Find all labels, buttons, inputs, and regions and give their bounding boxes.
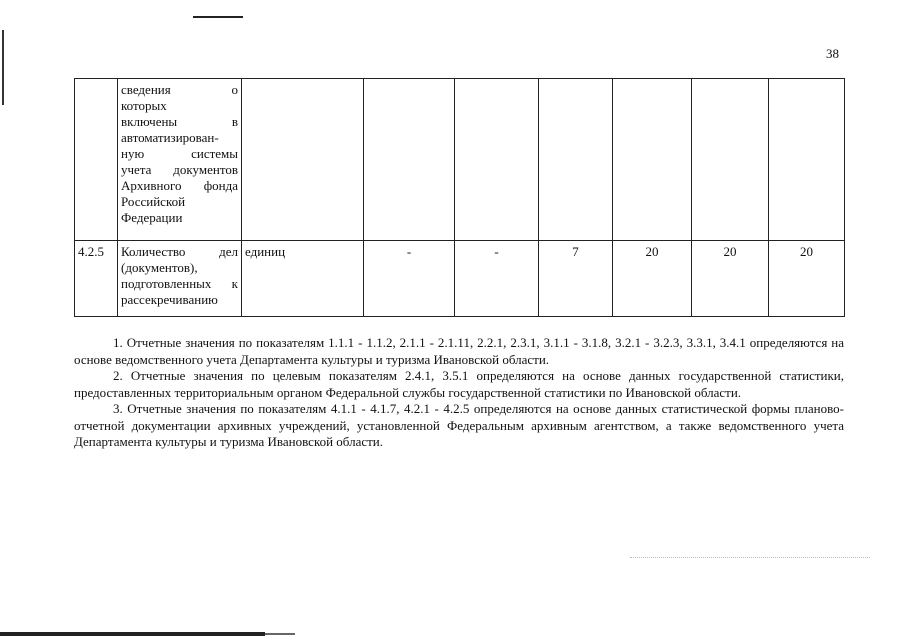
indicator-name-line: (документов), xyxy=(121,260,198,275)
indicator-name-cell xyxy=(118,79,242,241)
indicator-name-line: Количество дел xyxy=(121,244,238,259)
value-cell xyxy=(364,79,455,241)
scan-artifact-bottom-line-thin xyxy=(265,633,295,635)
unit-cell xyxy=(242,79,364,241)
value-cell: 20 xyxy=(613,241,692,317)
table-row xyxy=(75,241,845,317)
indicator-name-cell xyxy=(118,241,242,317)
indicator-name-line: автоматизирован- xyxy=(121,130,219,145)
value-cell: - xyxy=(455,241,539,317)
page-number: 38 xyxy=(826,46,839,61)
scan-artifact-bottom-line xyxy=(0,632,265,636)
indicator-name-line: ную системы xyxy=(121,146,238,161)
note-paragraph: 3. Отчетные значения по показателям 4.1.1 - 4.1.7, 4.2.1 - 4.2.5 определяются на основе данных статистической формы планово-отчетной документации архивных учреждений, установленной Федеральным архивным агентством, а также ведомственного учета Департамента культуры и туризма Ивановской области. xyxy=(74,401,844,449)
indicator-name-line: подготовленных к xyxy=(121,276,238,291)
value-cell xyxy=(769,79,845,241)
indicator-name-line: Федерации xyxy=(121,210,183,225)
unit-cell: единиц xyxy=(242,241,364,317)
value-cell xyxy=(692,79,769,241)
value-cell: 20 xyxy=(692,241,769,317)
indicator-name-line: которых xyxy=(121,98,167,113)
value-cell xyxy=(455,79,539,241)
scan-artifact-top-line xyxy=(193,16,243,18)
scan-artifact-dotted-line xyxy=(630,557,870,558)
indicator-name-line: рассекречиванию xyxy=(121,292,218,307)
scan-artifact-left-line xyxy=(2,30,4,105)
indicator-table xyxy=(74,78,845,317)
value-cell xyxy=(539,79,613,241)
table-row xyxy=(75,79,845,241)
indicator-name-line: Архивного фонда xyxy=(121,178,238,193)
note-paragraph: 1. Отчетные значения по показателям 1.1.1 - 1.1.2, 2.1.1 - 2.1.11, 2.2.1, 2.3.1, 3.1.1 - 3.1.8, 3.2.1 - 3.2.3, 3.3.1, 3.4.1 определяются на основе ведомственного учета Департамента культуры и туризма Ивановской области. xyxy=(74,335,844,367)
value-cell: - xyxy=(364,241,455,317)
value-cell: 20 xyxy=(769,241,845,317)
value-cell: 7 xyxy=(539,241,613,317)
notes-section xyxy=(74,335,844,451)
row-number-cell: 4.2.5 xyxy=(75,241,118,317)
row-number-cell xyxy=(75,79,118,241)
indicator-name-line: Российской xyxy=(121,194,186,209)
value-cell xyxy=(613,79,692,241)
indicator-name-line: сведения о xyxy=(121,82,238,97)
indicator-name-line: включены в xyxy=(121,114,238,129)
indicator-name-line: учета документов xyxy=(121,162,238,177)
note-paragraph: 2. Отчетные значения по целевым показателям 2.4.1, 3.5.1 определяются на основе данных государственной статистики, предоставленных территориальным органом Федеральной службы государственной статистики по Ивановской области. xyxy=(74,368,844,400)
